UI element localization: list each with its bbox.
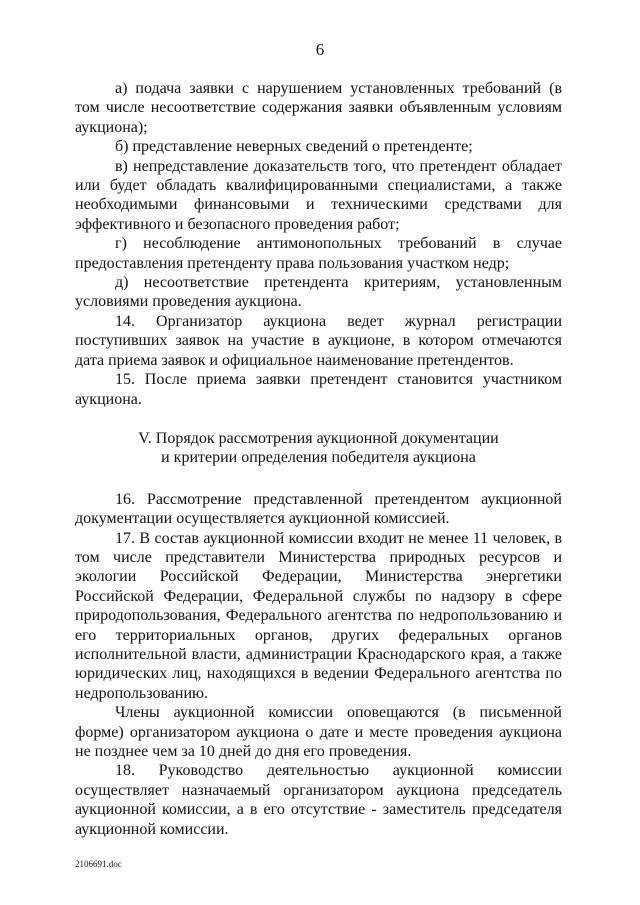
- paragraph-item-b: б) представление неверных сведений о претенденте;: [115, 138, 473, 156]
- document-body: [75, 79, 562, 839]
- paragraph-15: 15. После приема заявки претендент становится участником аукциона.: [75, 371, 562, 408]
- section-title: [75, 429, 562, 468]
- paragraph-commission-notice: Члены аукционной комиссии оповещаются (в письменной форме) организатором аукциона о дате и месте проведения аукциона не позднее чем за 10 дней до дня его проведения.: [75, 704, 562, 760]
- section-title-line-2: и критерии определения победителя аукциона: [161, 449, 476, 467]
- paragraph-item-a: а) подача заявки с нарушением установленных требований (в том числе несоответствие содержания заявки объявленным условиям аукциона);: [75, 80, 562, 136]
- paragraph-item-d: д) несоответствие претендента критериям, установленным условиями проведения аукциона.: [75, 274, 562, 311]
- paragraph-18: 18. Руководство деятельностью аукционной комиссии осуществляет назначаемый организатором аукциона председатель аукционной комиссии, а в его отсутствие - заместитель председателя аукционной комиссии.: [75, 762, 562, 838]
- paragraph-item-v: в) непредставление доказательств того, что претендент обладает или будет обладать квалифицированными специалистами, а также необходимыми финансовыми и техническими средствами для эффективного и безопасного проведения работ;: [75, 157, 562, 233]
- paragraph-14: 14. Организатор аукциона ведет журнал регистрации поступивших заявок на участие в аукционе, в котором отмечаются дата приема заявок и официальное наименование претендентов.: [75, 312, 562, 369]
- paragraph-item-g: г) несоблюдение антимонопольных требований в случае предоставления претенденту права пользования участком недр;: [75, 235, 562, 272]
- paragraph-17: 17. В состав аукционной комиссии входит не менее 11 человек, в том числе представители Министерства природных ресурсов и экологии Российской Федерации, Министерства энергетики Российской Федерации, Федеральной службы по надзору в сфере природопользования, Федерального агентства по недропользованию и его территориальных органов, других федеральных органов исполнительной власти, администрации Краснодарского края, а также юридических лиц, находящихся в ведении Федерального агентства по недропользованию.: [75, 529, 562, 702]
- footer-filename: 2106691.doc: [75, 859, 122, 869]
- page-number: 6: [315, 40, 325, 59]
- section-title-line-1: V. Порядок рассмотрения аукционной документации: [138, 429, 499, 447]
- paragraph-16: 16. Рассмотрение представленной претендентом аукционной документации осуществляется аукционной комиссией.: [75, 490, 562, 528]
